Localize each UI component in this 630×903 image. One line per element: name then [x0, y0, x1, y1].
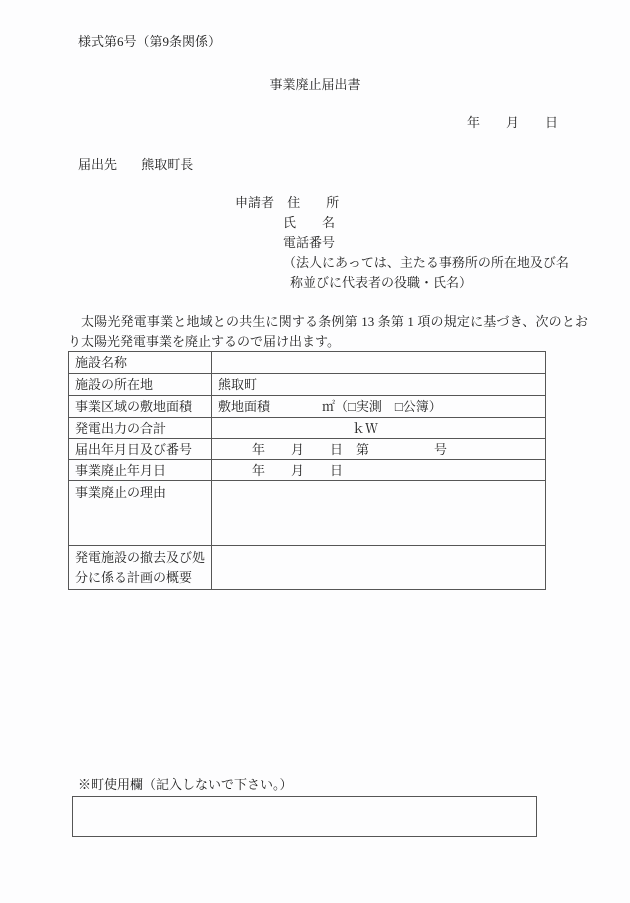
table-row — [69, 460, 546, 481]
table-row — [69, 546, 546, 590]
row-label: 施設名称 — [69, 352, 212, 374]
row-label: 施設の所在地 — [69, 374, 212, 396]
page-title: 事業廃止届出書 — [269, 77, 361, 92]
applicant-address-label: 住 所 — [287, 195, 340, 210]
row-label: 発電施設の撤去及び処分に係る計画の概要 — [69, 546, 212, 590]
row-value — [212, 352, 546, 374]
row-value: 年 月 日 — [212, 460, 546, 481]
applicant-block — [235, 193, 569, 293]
row-value: ｋＷ — [212, 418, 546, 439]
corporate-note-line1: （法人にあっては、主たる事務所の所在地及び名 — [283, 255, 569, 270]
recipient-value: 熊取町長 — [141, 157, 194, 172]
table-row — [69, 418, 546, 439]
row-value: 敷地面積 ㎡（□実測 □公簿） — [212, 396, 546, 418]
row-label: 事業廃止の理由 — [69, 481, 212, 546]
form-number: 様式第6号（第9条関係） — [78, 34, 222, 49]
row-label: 発電出力の合計 — [69, 418, 212, 439]
office-use-note: ※町使用欄（記入しないで下さい。） — [78, 777, 293, 792]
row-label: 届出年月日及び番号 — [69, 439, 212, 460]
form-table — [68, 351, 546, 590]
table-row — [69, 352, 546, 374]
table-row — [69, 481, 546, 546]
applicant-address-line — [235, 193, 569, 213]
table-row — [69, 374, 546, 396]
row-value: 年 月 日 第 号 — [212, 439, 546, 460]
row-label: 事業廃止年月日 — [69, 460, 212, 481]
row-label: 事業区域の敷地面積 — [69, 396, 212, 418]
recipient-label: 届出先 — [78, 157, 118, 172]
applicant-name-label: 氏 名 — [283, 215, 336, 230]
office-use-box — [72, 796, 537, 837]
body-paragraph: 太陽光発電事業と地域との共生に関する条例第 13 条第 1 項の規定に基づき、次のとおり太陽光発電事業を廃止するので届け出ます。 — [68, 314, 588, 349]
row-value: 熊取町 — [212, 374, 546, 396]
recipient-line — [78, 154, 193, 173]
table-row — [69, 396, 546, 418]
applicant-phone-label: 電話番号 — [283, 235, 336, 250]
table-row — [69, 439, 546, 460]
corporate-note-line2: 称並びに代表者の役職・氏名） — [290, 275, 473, 290]
applicant-label: 申請者 — [235, 195, 275, 210]
row-value — [212, 546, 546, 590]
row-value — [212, 481, 546, 546]
date-line: 年 月 日 — [467, 115, 559, 130]
